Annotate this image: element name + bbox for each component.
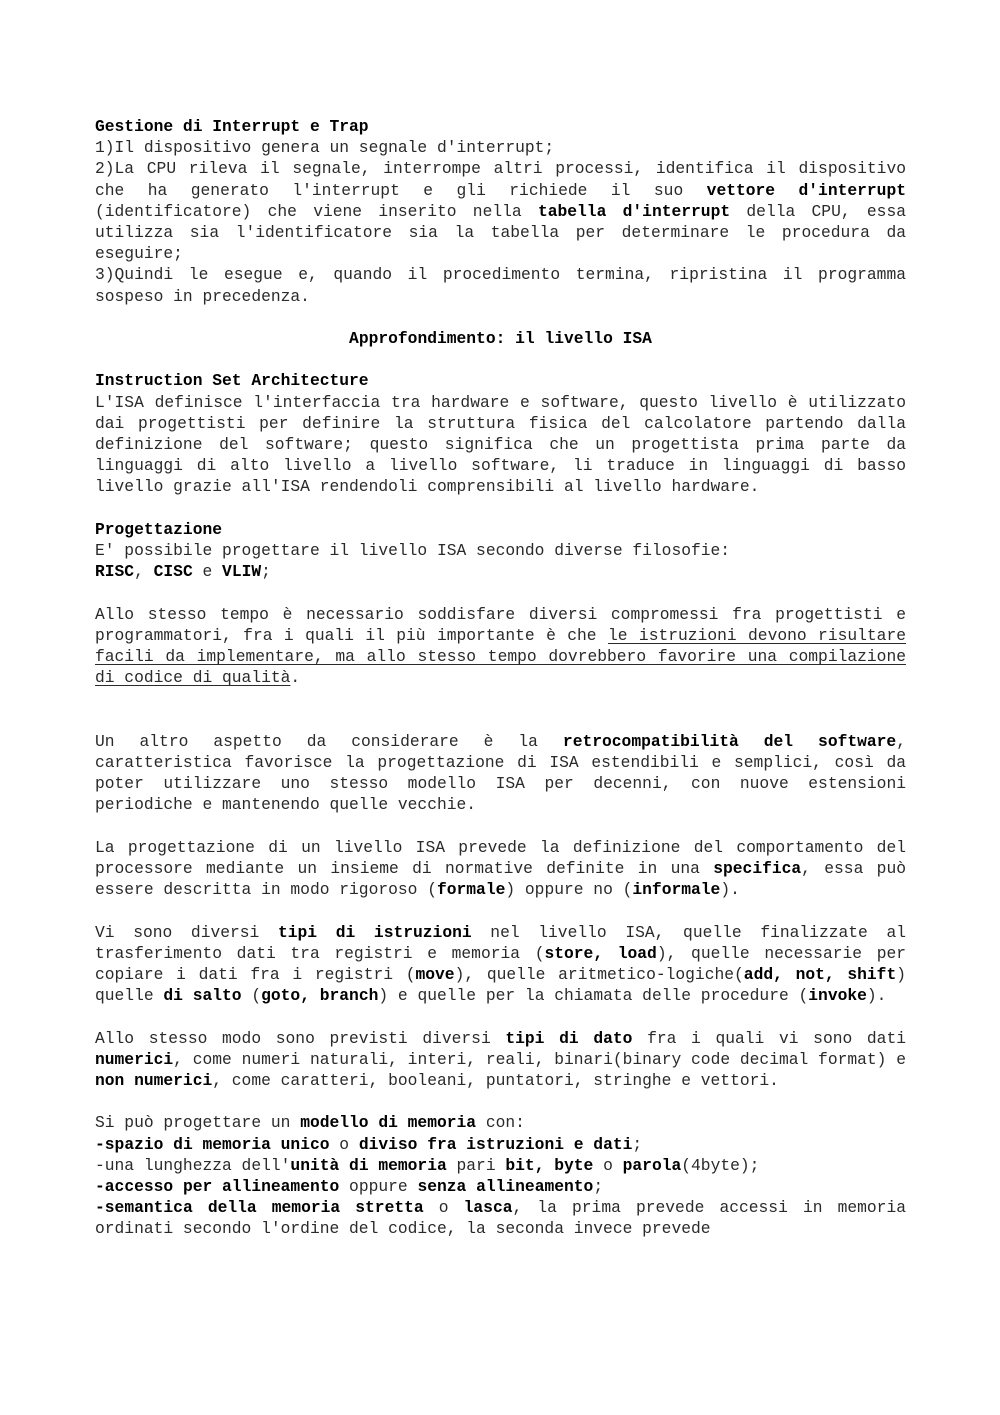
term-tipi-dato: tipi di dato xyxy=(505,1028,633,1048)
mem-l2-a: -una lunghezza dell' xyxy=(95,1155,291,1175)
mem-l1-e: ; xyxy=(632,1134,643,1154)
term-move: move xyxy=(415,965,455,985)
memoria-item-2 xyxy=(95,1155,906,1176)
memoria-item-4 xyxy=(95,1197,906,1239)
dati-text-d: , come caratteri, booleani, puntatori, stringhe e vettori. xyxy=(212,1071,779,1091)
mem-intro-a: Si può progettare un xyxy=(95,1113,301,1133)
heading-isa: Approfondimento: il livello ISA xyxy=(349,329,652,349)
isa-paragraph: L'ISA definisce l'interfaccia tra hardware e software, questo livello è utilizzato dai progettisti per definire la struttura fisica del calcolatore partendo dalla definizione del software; questo significa che un progettista prima parte da linguaggi di alto livello a livello software, li traduce in linguaggi di basso livello grazie all'ISA rendendoli comprensibili al livello hardware. xyxy=(95,392,906,497)
term-cisc: CISC xyxy=(153,562,193,582)
term-non-numerici: non numerici xyxy=(95,1071,213,1091)
mem-l4-a: - xyxy=(95,1198,105,1218)
term-vliw: VLIW xyxy=(222,562,262,582)
term-di-salto: di salto xyxy=(163,986,242,1006)
compromessi-text-a: Allo stesso tempo è necessario soddisfare diversi compromessi fra progettisti e programmatori, fra i quali il più importante è che xyxy=(95,604,906,645)
interrupt-step-2 xyxy=(95,158,906,264)
specifica-paragraph xyxy=(95,837,906,901)
step-3-text: 3)Quindi le esegue e, quando il procedimento termina, ripristina il programma sospeso in precedenza. xyxy=(95,265,906,306)
term-spazio-unico: spazio di memoria unico xyxy=(104,1134,330,1154)
progettazione-philosophies xyxy=(95,561,906,582)
sep-2: e xyxy=(192,562,223,582)
retro-paragraph xyxy=(95,731,906,816)
term-numerici: numerici xyxy=(95,1049,174,1069)
specifica-text-d: ). xyxy=(720,880,740,900)
term-unita-memoria: unità di memoria xyxy=(290,1155,447,1175)
mem-l3-e: ; xyxy=(593,1177,604,1197)
term-modello-memoria: modello di memoria xyxy=(300,1113,477,1133)
istr-text-b: nel livello ISA, quelle finalizzate al trasferimento dati tra registri e memoria ( xyxy=(95,922,907,963)
step-1-text: 1)Il dispositivo genera un segnale d'interrupt; xyxy=(95,138,555,158)
compromessi-end: . xyxy=(290,668,301,688)
term-goto-branch: goto, branch xyxy=(261,986,379,1006)
term-vettore-interrupt: vettore d'interrupt xyxy=(706,180,906,200)
mem-l2-i: (4byte); xyxy=(681,1155,760,1175)
dati-paragraph xyxy=(95,1028,906,1092)
memoria-intro xyxy=(95,1112,906,1133)
mem-l4-c: o xyxy=(423,1198,464,1218)
sep-end: ; xyxy=(261,562,271,582)
istr-text-c: ), quelle necessarie per copiare i dati fra i registri ( xyxy=(95,943,906,985)
section-title-progettazione: Progettazione xyxy=(95,519,223,539)
section-title-interrupt: Gestione di Interrupt e Trap xyxy=(95,117,369,136)
term-byte: byte xyxy=(554,1155,594,1175)
mem-l2-g: o xyxy=(593,1155,623,1175)
dati-text-b: fra i quali vi sono dati xyxy=(632,1028,906,1048)
dati-text-c: , come numeri naturali, interi, reali, binari(binary code decimal format) e xyxy=(173,1049,906,1069)
term-tipi-istruzioni: tipi di istruzioni xyxy=(278,922,472,942)
term-parola: parola xyxy=(622,1155,682,1175)
specifica-text-b: , essa può essere descritta in modo rigoroso ( xyxy=(95,859,906,900)
term-add-not-shift: add, not, shift xyxy=(743,965,897,985)
term-specifica: specifica xyxy=(713,859,802,879)
istr-text-d: ), quelle aritmetico-logiche( xyxy=(454,965,744,985)
term-invoke: invoke xyxy=(808,986,867,1006)
memoria-item-3 xyxy=(95,1176,906,1197)
dati-text-a: Allo stesso modo sono previsti diversi xyxy=(95,1028,506,1048)
retro-text-a: Un altro aspetto da considerare è la xyxy=(95,731,563,751)
term-informale: informale xyxy=(632,880,721,900)
istr-text-g: ) e quelle per la chiamata delle procedure ( xyxy=(378,986,809,1006)
istr-text-h: ). xyxy=(866,986,887,1006)
term-senza-allineamento: senza allineamento xyxy=(417,1177,594,1197)
retro-text-b: , caratteristica favorisce la progettazione di ISA estendibili e semplici, così da poter utilizzare uno stesso modello ISA per decenni, con nuove estensioni periodiche e mantenendo quelle vecchie. xyxy=(95,731,906,815)
term-tabella-interrupt: tabella d'interrupt xyxy=(537,201,731,221)
mem-l1-c: o xyxy=(329,1134,359,1154)
term-store-load: store, load xyxy=(544,943,657,963)
section-title-isa: Instruction Set Architecture xyxy=(95,371,369,391)
compromessi-underlined: le istruzioni devono risultare facili da implementare, ma allo stesso tempo dovrebbero favorire una compilazione di codice di qualità xyxy=(95,625,906,688)
interrupt-step-1 xyxy=(95,137,906,158)
term-lasca: lasca xyxy=(463,1198,513,1218)
term-bit: bit xyxy=(505,1155,535,1175)
term-retrocompatibilita: retrocompatibilità del software xyxy=(562,731,897,751)
interrupt-step-3 xyxy=(95,264,906,306)
step-2-text-d: della CPU, essa utilizza sia l'identificatore sia la tabella per determinare le procedura da eseguire; xyxy=(95,201,906,264)
term-formale: formale xyxy=(436,880,506,900)
istr-text-a: Vi sono diversi xyxy=(95,922,278,942)
step-2-text-c: (identificatore) che viene inserito nella xyxy=(95,201,538,221)
memoria-item-1 xyxy=(95,1134,906,1155)
progettazione-line-1: E' possibile progettare il livello ISA secondo diverse filosofie: xyxy=(95,541,731,561)
mem-intro-c: con: xyxy=(476,1113,525,1133)
istr-text-f: ( xyxy=(241,986,262,1006)
term-diviso: diviso fra istruzioni e dati xyxy=(358,1134,633,1154)
term-risc: RISC xyxy=(95,562,135,582)
mem-l1-a: - xyxy=(95,1134,105,1154)
step-2-text-a: 2)La CPU rileva il segnale, interrompe altri processi, identifica il dispositivo che ha generato l'interrupt e gli richiede il suo xyxy=(95,159,906,200)
mem-l3-a: - xyxy=(95,1177,105,1197)
specifica-text-c: ) oppure no ( xyxy=(505,880,633,900)
term-semantica-stretta: semantica della memoria stretta xyxy=(104,1198,424,1218)
mem-l2-e: , xyxy=(534,1155,555,1175)
mem-l4-e: , la prima prevede accessi in memoria ordinati secondo l'ordine del codice, la seconda invece prevede xyxy=(95,1198,906,1239)
istr-text-e: ) quelle xyxy=(95,965,906,1006)
specifica-text-a: La progettazione di un livello ISA prevede la definizione del comportamento del processore mediante un insieme di normative definite in una xyxy=(95,837,906,879)
mem-l3-c: oppure xyxy=(339,1177,418,1197)
sep-1: , xyxy=(134,562,154,582)
compromessi-paragraph xyxy=(95,604,906,689)
term-accesso-allineamento: accesso per allineamento xyxy=(104,1177,340,1197)
document-body xyxy=(95,116,906,1240)
istruzioni-paragraph xyxy=(95,922,906,1007)
mem-l2-c: pari xyxy=(446,1155,506,1175)
